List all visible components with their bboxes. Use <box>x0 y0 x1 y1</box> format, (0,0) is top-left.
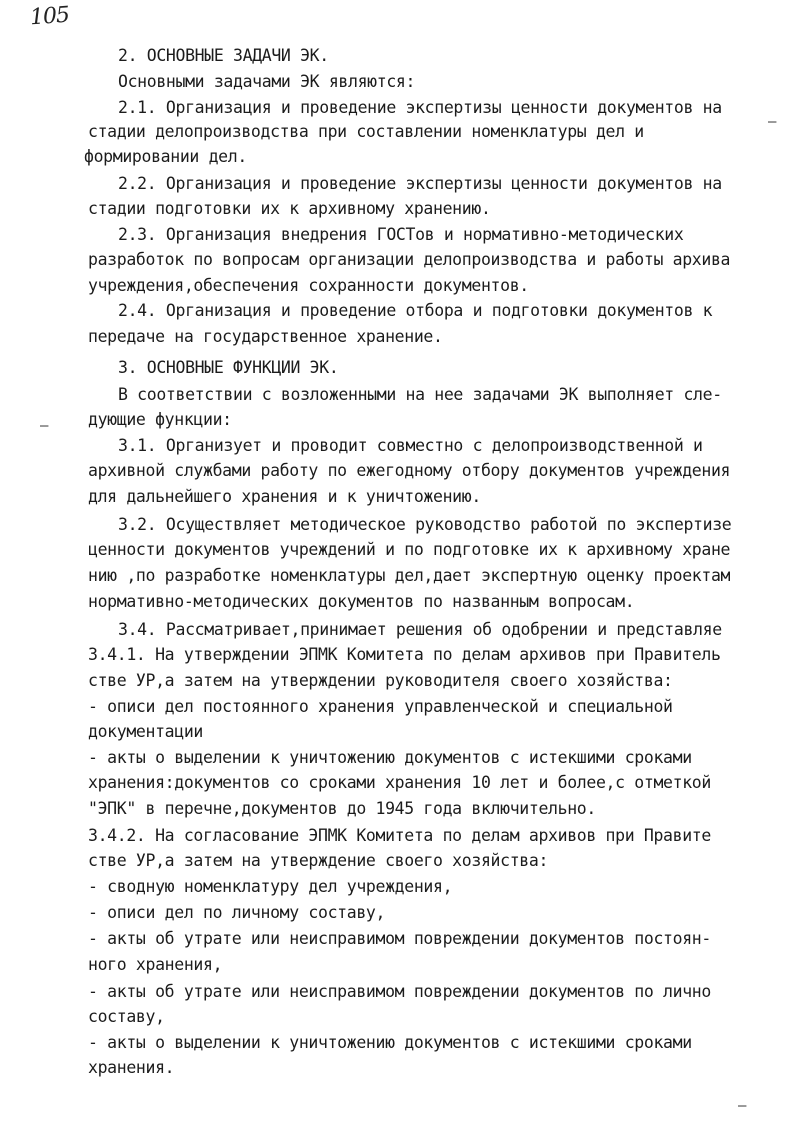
margin-mark: – <box>40 418 49 434</box>
text-line: 2.4. Организация и проведение отбора и подготовки документов к <box>118 301 713 320</box>
text-line: 2.2. Организация и проведение экспертизы ценности документов на <box>118 174 722 193</box>
section-heading: 3. ОСНОВНЫЕ ФУНКЦИИ ЭК. <box>118 358 339 377</box>
text-line: документации <box>88 722 204 741</box>
list-item: - описи дел по личному составу, <box>88 903 386 922</box>
text-line: нию ,по разработке номенклатуры дел,дает экспертную оценку проектам <box>88 566 731 585</box>
list-item: - описи дел постоянного хранения управленческой и специальной <box>88 697 673 716</box>
text-line: составу, <box>88 1007 165 1026</box>
text-line: стве УР,а затем на утверждение своего хозяйства: <box>88 851 549 870</box>
text-line: 2.3. Организация внедрения ГОСТов и нормативно-методических <box>118 225 684 244</box>
text-line: 3.4.1. На утверждении ЭПМК Комитета по делам архивов при Правитель <box>88 645 721 664</box>
list-item: - акты об утрате или неисправимом повреждении документов постоян- <box>88 929 711 948</box>
list-item: - акты о выделении к уничтожению документов с истекшими сроками <box>88 748 692 767</box>
section-heading: 2. ОСНОВНЫЕ ЗАДАЧИ ЭК. <box>118 46 329 65</box>
list-item: - сводную номенклатуру дел учреждения, <box>88 877 453 896</box>
text-line: 3.4. Рассматривает,принимает решения об одобрении и представляе <box>118 620 722 639</box>
text-line: передаче на государственное хранение. <box>88 327 443 346</box>
text-line: 2.1. Организация и проведение экспертизы ценности документов на <box>118 98 722 117</box>
margin-mark: – <box>738 1098 747 1114</box>
text-line: формировании дел. <box>84 147 247 166</box>
text-line: В соответствии с возложенными на нее задачами ЭК выполняет сле- <box>118 385 722 404</box>
text-line: хранения. <box>88 1058 175 1077</box>
text-line: ценности документов учреждений и по подготовке их к архивному хране <box>88 540 731 559</box>
text-line: 3.2. Осуществляет методическое руководство работой по экспертизе <box>118 515 732 534</box>
text-line: 3.4.2. На согласование ЭПМК Комитета по делам архивов при Правите <box>88 826 711 845</box>
page-number: 105 <box>29 2 70 31</box>
text-line: разработок по вопросам организации делопроизводства и работы архива <box>88 250 731 269</box>
margin-mark: – <box>768 114 777 130</box>
text-line: нормативно-методических документов по названным вопросам. <box>88 592 635 611</box>
list-item: - акты об утрате или неисправимом повреждении документов по лично <box>88 982 711 1001</box>
text-line: дующие функции: <box>88 410 232 429</box>
text-line: для дальнейшего хранения и к уничтожению. <box>88 487 481 506</box>
text-line: "ЭПК" в перечне,документов до 1945 года включительно. <box>88 799 596 818</box>
text-line: хранения:документов со сроками хранения 10 лет и более,с отметкой <box>88 773 711 792</box>
list-item: - акты о выделении к уничтожению документов с истекшими сроками <box>88 1033 692 1052</box>
text-line: стве УР,а затем на утверждении руководителя своего хозяйства: <box>88 671 673 690</box>
text-line: 3.1. Организует и проводит совместно с делопроизводственной и <box>118 436 703 455</box>
text-line: ного хранения, <box>88 955 223 974</box>
text-line: учреждения,обеспечения сохранности документов. <box>88 276 529 295</box>
text-line: стадии подготовки их к архивному хранению. <box>88 199 491 218</box>
text-line: стадии делопроизводства при составлении номенклатуры дел и <box>88 122 644 141</box>
text-line: Основными задачами ЭК являются: <box>118 72 416 91</box>
text-line: архивной службами работу по ежегодному отбору документов учреждения <box>88 461 731 480</box>
